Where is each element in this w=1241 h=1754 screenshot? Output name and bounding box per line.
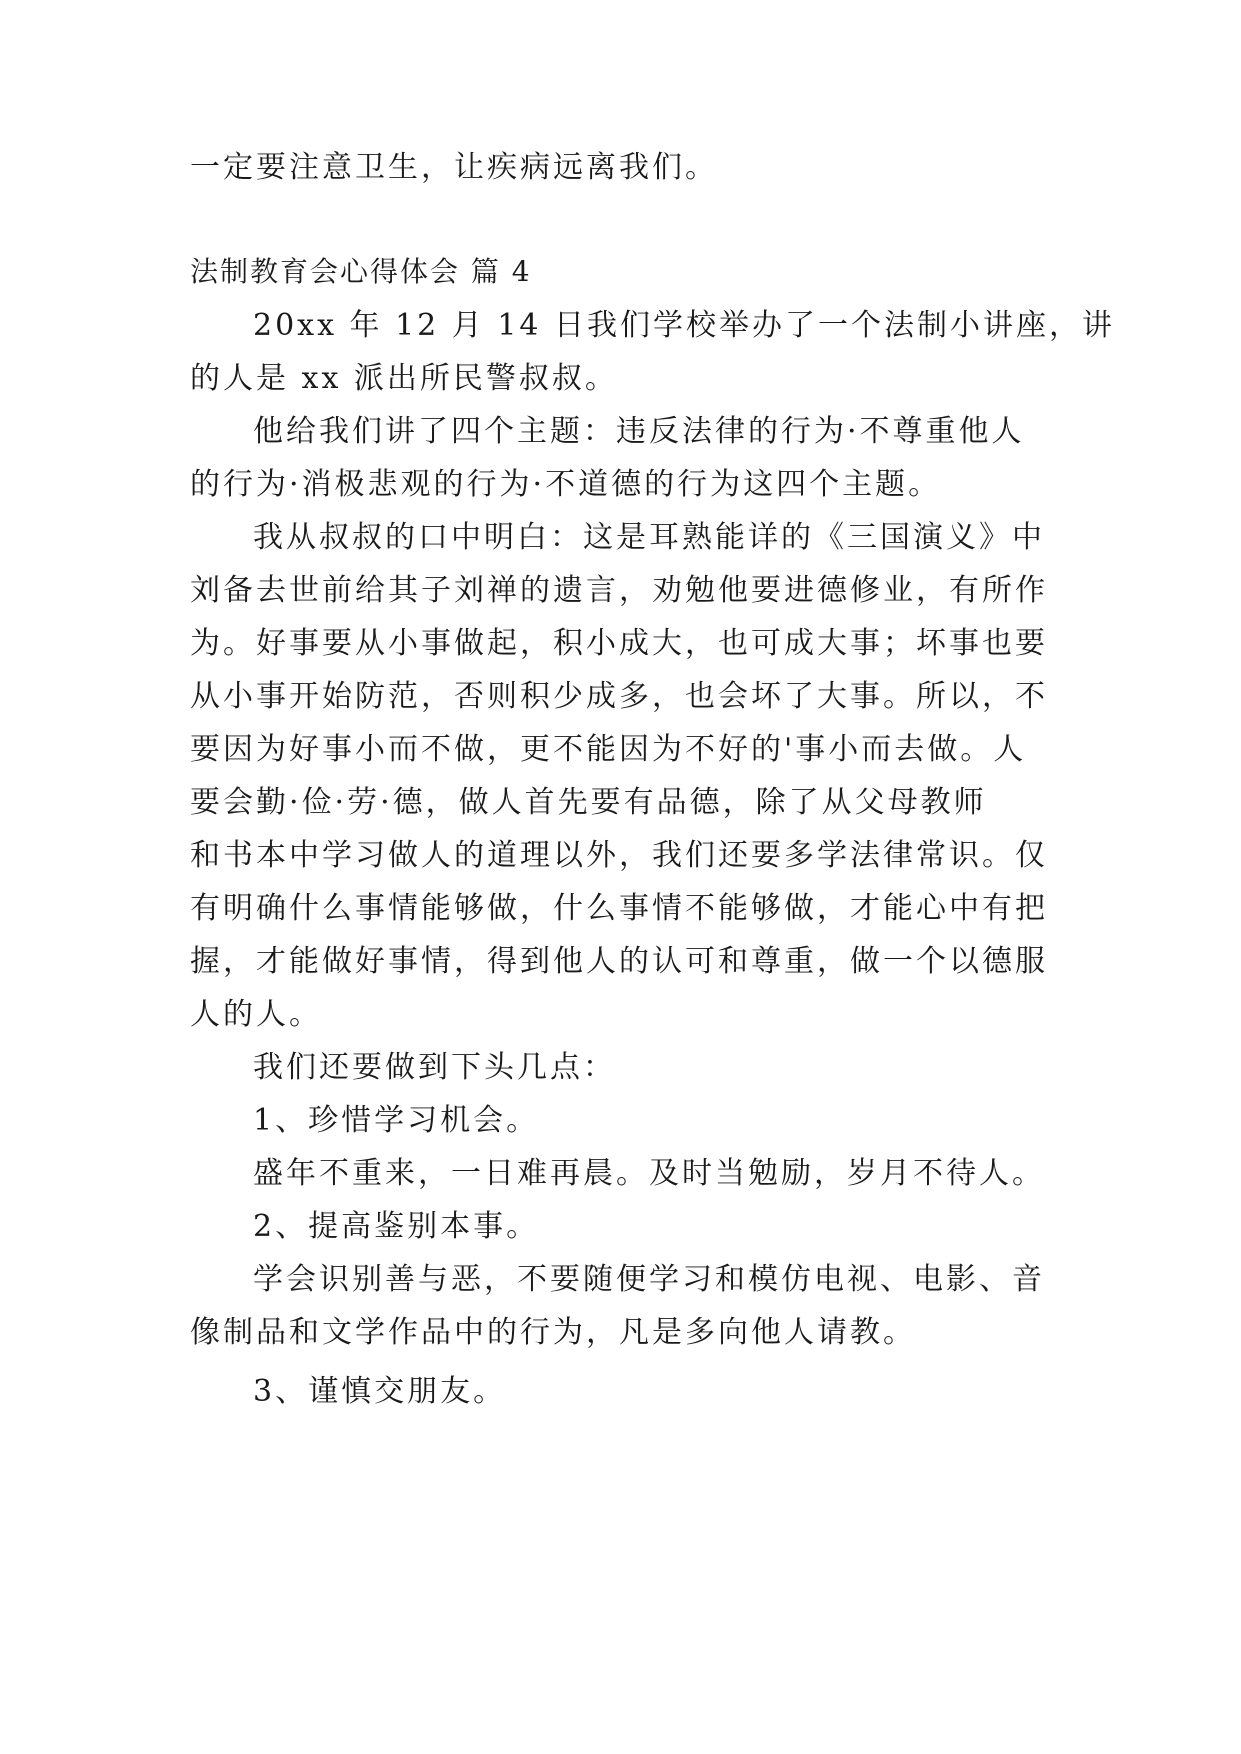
paragraph-line: 要会勤·俭·劳·德，做人首先要有品德，除了从父母教师 bbox=[190, 785, 987, 820]
paragraph-line: 要因为好事小而不做，更不能因为不好的'事小而去做。人 bbox=[190, 732, 1027, 767]
paragraph-line: 和书本中学习做人的道理以外，我们还要多学法律常识。仅 bbox=[190, 838, 1048, 873]
paragraph-line: 我们还要做到下头几点： bbox=[253, 1050, 616, 1085]
paragraph-line: 人的人。 bbox=[190, 997, 322, 1032]
paragraph-line: 他给我们讲了四个主题：违反法律的行为·不尊重他人 bbox=[253, 414, 1025, 449]
section-title: 法制教育会心得体会 篇 4 bbox=[190, 255, 532, 288]
paragraph-line: 有明确什么事情能够做，什么事情不能够做，才能心中有把 bbox=[190, 891, 1048, 926]
paragraph-line: 我从叔叔的口中明白：这是耳熟能详的《三国演义》中 bbox=[253, 520, 1045, 555]
paragraph-line: 20xx 年 12 月 14 日我们学校举办了一个法制小讲座，讲 bbox=[253, 308, 1116, 343]
paragraph-line: 的行为·消极悲观的行为·不道德的行为这四个主题。 bbox=[190, 467, 942, 502]
paragraph-line: 从小事开始防范，否则积少成多，也会坏了大事。所以，不 bbox=[190, 679, 1048, 714]
paragraph-line: 握，才能做好事情，得到他人的认可和尊重，做一个以德服 bbox=[190, 944, 1048, 979]
list-item-heading: 3、谨慎交朋友。 bbox=[253, 1374, 507, 1409]
paragraph-line: 盛年不重来，一日难再晨。及时当勉励，岁月不待人。 bbox=[253, 1156, 1045, 1191]
paragraph-line: 刘备去世前给其子刘禅的遗言，劝勉他要进德修业，有所作 bbox=[190, 573, 1048, 608]
paragraph-line: 的人是 xx 派出所民警叔叔。 bbox=[190, 361, 618, 396]
list-item-heading: 1、珍惜学习机会。 bbox=[253, 1103, 540, 1138]
paragraph-line: 像制品和文学作品中的行为，凡是多向他人请教。 bbox=[190, 1315, 916, 1350]
paragraph-line: 学会识别善与恶，不要随便学习和模仿电视、电影、音 bbox=[253, 1262, 1045, 1297]
opening-line: 一定要注意卫生，让疾病远离我们。 bbox=[190, 150, 718, 185]
list-item-heading: 2、提高鉴别本事。 bbox=[253, 1209, 540, 1244]
paragraph-line: 为。好事要从小事做起，积小成大，也可成大事；坏事也要 bbox=[190, 626, 1048, 661]
